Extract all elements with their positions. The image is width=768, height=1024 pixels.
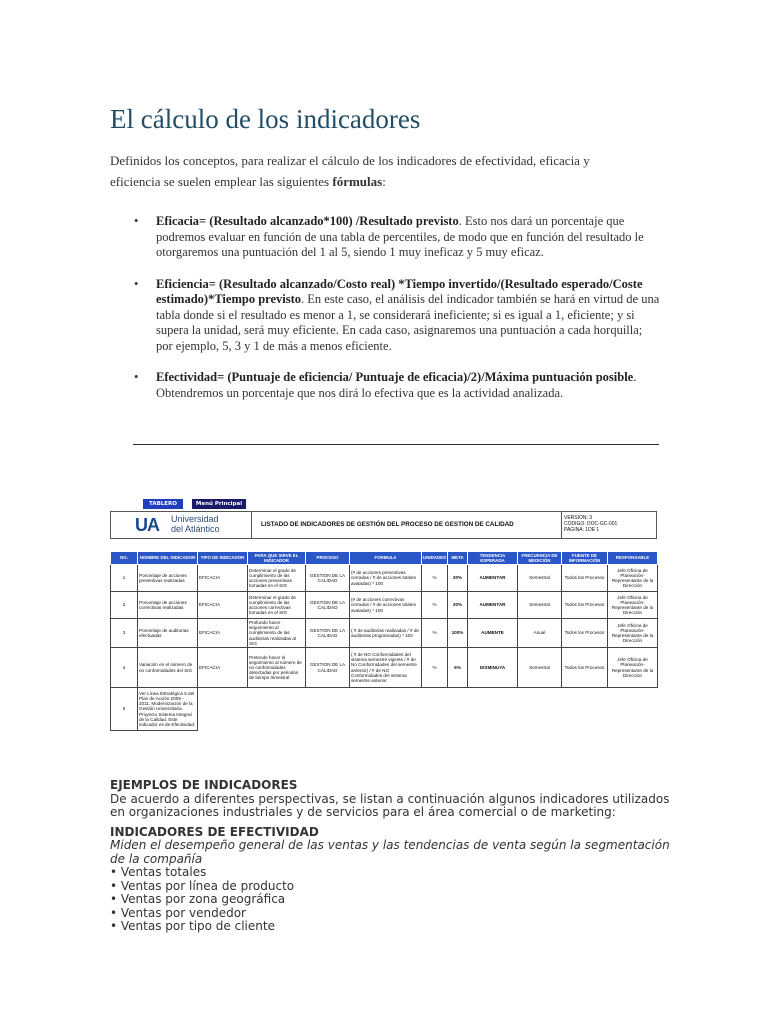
table-title: LISTADO DE INDICADORES DE GESTIÓN DEL PROCESO DE GESTION DE CALIDAD (261, 521, 514, 528)
intro-text: Definidos los conceptos, para realizar el cálculo de los indicadores de efectividad, eficacia y eficiencia se suelen emplear las siguientes (110, 153, 590, 189)
list-item: • Ventas por vendedor (110, 905, 246, 920)
formula-item-efectividad (110, 370, 660, 401)
table-header-row (111, 552, 658, 565)
table-cell: Porcentaje de acciones correctivas realizadas (138, 592, 198, 619)
tablero-button[interactable]: TABLERO (143, 499, 183, 509)
table-cell: AUMENTAR (468, 592, 518, 619)
table-header-box (110, 511, 657, 539)
col-header: PARA QUE SIRVE EL INDICADOR (248, 552, 306, 565)
examples-heading: EJEMPLOS DE INDICADORES (110, 778, 298, 792)
table-row (111, 565, 658, 592)
bullet-icon: • (134, 276, 139, 291)
formula-text: . En este caso, el análisis del indicador también se hará en virtud de una tabla donde si el resultado es menor a 1, se considerará ineficiente; si es igual a 1, eficiente; y si supera la unidad, será muy eficiente. En cada caso, asignaremos una puntuación a cada horquilla; por ejemplo, 5, 3 y 1 de más a menos eficiente. (156, 292, 660, 353)
intro-bold: fórmulas (332, 174, 383, 189)
table-cell: GESTION DE LA CALIDAD (306, 592, 350, 619)
table-cell: 1 (111, 565, 138, 592)
bullet-icon: • (134, 214, 139, 228)
col-header: FUENTE DE INFORMACIÓN (562, 552, 608, 565)
table-cell: Variación en el número de no conformidades del SIG (138, 648, 198, 688)
indicators-table-image (110, 499, 658, 747)
table-cell: 2 (111, 592, 138, 619)
table-cell: AUMENTAR (468, 565, 518, 592)
formula-item-eficacia (110, 214, 660, 261)
table-cell: 100% (448, 619, 468, 648)
table-cell: 5% (448, 648, 468, 688)
examples-intro: De acuerdo a diferentes perspectivas, se listan a continuación algunos indicadores utilizados en organizaciones industriales y de servicios para el área comercial o de marketing: (110, 791, 670, 819)
effectiveness-heading: INDICADORES DE EFECTIVIDAD (110, 824, 319, 839)
table-cell: Semestral (518, 592, 562, 619)
table-cell: Jefe Oficina de Planeación-Representante de la Dirección (608, 592, 658, 619)
col-header: META (448, 552, 468, 565)
university-name (171, 515, 220, 534)
table-cell: Todos los Procesos (562, 648, 608, 688)
table-cell: 30% (448, 592, 468, 619)
table-cell: Todos los Procesos (562, 592, 608, 619)
horizontal-divider (133, 444, 659, 445)
table-cell: EFICACIA (198, 619, 248, 648)
formula-bold: Eficacia= (Resultado alcanzado*100) /Resultado previsto (156, 214, 459, 228)
table-cell: EFICACIA (198, 592, 248, 619)
table-row (111, 619, 658, 648)
table-cell: ( # de auditorias realizadas / # de auditorias programadas) * 100 (350, 619, 422, 648)
col-header: NO. (111, 552, 138, 565)
intro-tail: : (382, 174, 386, 189)
list-item: • Ventas por línea de producto (110, 878, 295, 893)
table-cell: EFICACIA (198, 565, 248, 592)
examples-section (110, 779, 670, 934)
formula-list (110, 214, 660, 417)
table-cell: GESTION DE LA CALIDAD (306, 648, 350, 688)
col-header: NOMBRE DEL INDICADOR (138, 552, 198, 565)
table-row (111, 688, 658, 731)
indicators-table (110, 551, 658, 731)
table-cell: 5 (111, 688, 138, 731)
table-cell: Todos los Procesos (562, 565, 608, 592)
bullet-icon: • (134, 370, 139, 384)
col-header: TENDENCIA ESPERADA (468, 552, 518, 565)
col-header: FORMULA (350, 552, 422, 565)
meta-version: VERSION: 3 (564, 515, 593, 521)
table-cell: % (422, 565, 448, 592)
table-row (111, 592, 658, 619)
table-cell: Anual (518, 619, 562, 648)
list-item: • Ventas por tipo de cliente (110, 919, 275, 933)
col-header: TIPO DE INDICADOR (198, 552, 248, 565)
col-header: PROCESO (306, 552, 350, 565)
header-separator (251, 512, 252, 538)
empty-cell (198, 688, 658, 731)
table-cell: Pretende hacer el seguimiento al número de no conformidades detectadas por periodos de tiempo trimestral (248, 648, 306, 688)
table-cell: % (422, 592, 448, 619)
table-cell: GESTION DE LA CALIDAD (306, 565, 350, 592)
table-cell: DISMINUYA (468, 648, 518, 688)
formula-text: . Obtendremos un porcentaje que nos dirá lo efectiva que es la actividad analizada. (156, 370, 637, 400)
menu-principal-button[interactable]: Menú Principal (192, 499, 246, 509)
table-cell: (# de acciones preventivas cerradas / # de acciones totales avaladas) * 100 (350, 565, 422, 592)
table-cell: Semestral (518, 565, 562, 592)
table-cell: AUMENTE (468, 619, 518, 648)
list-item: • Ventas totales (110, 865, 207, 879)
formula-item-eficiencia (110, 277, 660, 355)
formula-text: . Esto nos dará un porcentaje que podremos evaluar en función de una tabla de percentiles, de modo que en función del resultado le otorgaremos una puntuación del 1 al 5, siendo 1 muy ineficaz y 5 muy eficaz. (156, 214, 644, 259)
logo-line-2: del Atlántico (171, 523, 220, 534)
intro-paragraph (110, 150, 630, 192)
logo-line-1: Universidad (171, 514, 219, 524)
meta-code: CODIGO: DOC-GC-001 (564, 521, 618, 527)
table-cell: 3 (111, 619, 138, 648)
header-separator (561, 512, 562, 538)
table-cell: Determinar el grado de cumplimiento de las acciones correctivas tomadas en el SIG (248, 592, 306, 619)
table-cell: Porcentaje de auditorias efectuadas (138, 619, 198, 648)
table-cell: Todos los Procesos (562, 619, 608, 648)
table-cell: ( # de NO Conformidades del sistema semestre vigente / # de No Conformidades del semestre anterior) / # de NO Conformidades del sistema semestre anterior (350, 648, 422, 688)
effectiveness-description: Miden el desempeño general de las ventas y las tendencias de venta según la segmentación de la compañía (110, 838, 670, 866)
meta-page: PAGINA: 1DE 1 (564, 527, 600, 533)
col-header: UNIDADES (422, 552, 448, 565)
table-cell: Semestral (518, 648, 562, 688)
table-cell: Jefe Oficina de Planeación-Representante de la Dirección (608, 648, 658, 688)
document-meta (564, 515, 617, 533)
formula-bold: Efectividad= (Puntuaje de eficiencia/ Puntuaje de eficacia)/2)/Máxima puntuación posible (156, 370, 634, 384)
col-header: RESPONSABLE (608, 552, 658, 565)
table-cell: Profundo hacer seguimiento al cumplimiento de las auditorias realizadas al SIG (248, 619, 306, 648)
table-cell: Jefe Oficina de Planeación-Representante de la Dirección (608, 565, 658, 592)
table-cell: % (422, 648, 448, 688)
table-cell: Ver Línea Estratégica 5 del Plan de Acción 2009 - 2011. Modernización de la Gestión Universitaria. Proyecto Sistema Integral de la Calidad. Este indicador es de Efectividad. (138, 688, 198, 731)
table-cell: Porcentaje de acciones preventivas realizadas (138, 565, 198, 592)
table-cell: % (422, 619, 448, 648)
table-cell: Determinar el grado de cumplimiento de las acciones preventivas tomadas en el SIG (248, 565, 306, 592)
university-logo: UA (135, 515, 159, 535)
list-item: • Ventas por zona geográfica (110, 892, 286, 906)
formula-bold: Eficiencia= (Resultado alcanzado/Costo real) *Tiempo invertido/(Resultado esperado/Coste estimado)*Tiempo previsto (156, 276, 643, 306)
table-cell: 4 (111, 648, 138, 688)
table-cell: GESTION DE LA CALIDAD (306, 619, 350, 648)
table-cell: EFICACIA (198, 648, 248, 688)
page-title: El cálculo de los indicadores (110, 104, 421, 134)
table-cell: (# de acciones correctivas cerradas / # de acciones totales avaladas) * 100 (350, 592, 422, 619)
table-cell: 30% (448, 565, 468, 592)
table-cell: Jefe Oficina de Planeación-Representante de la Dirección (608, 619, 658, 648)
table-row (111, 648, 658, 688)
col-header: FRECUENCIA DE MEDICIÓN (518, 552, 562, 565)
